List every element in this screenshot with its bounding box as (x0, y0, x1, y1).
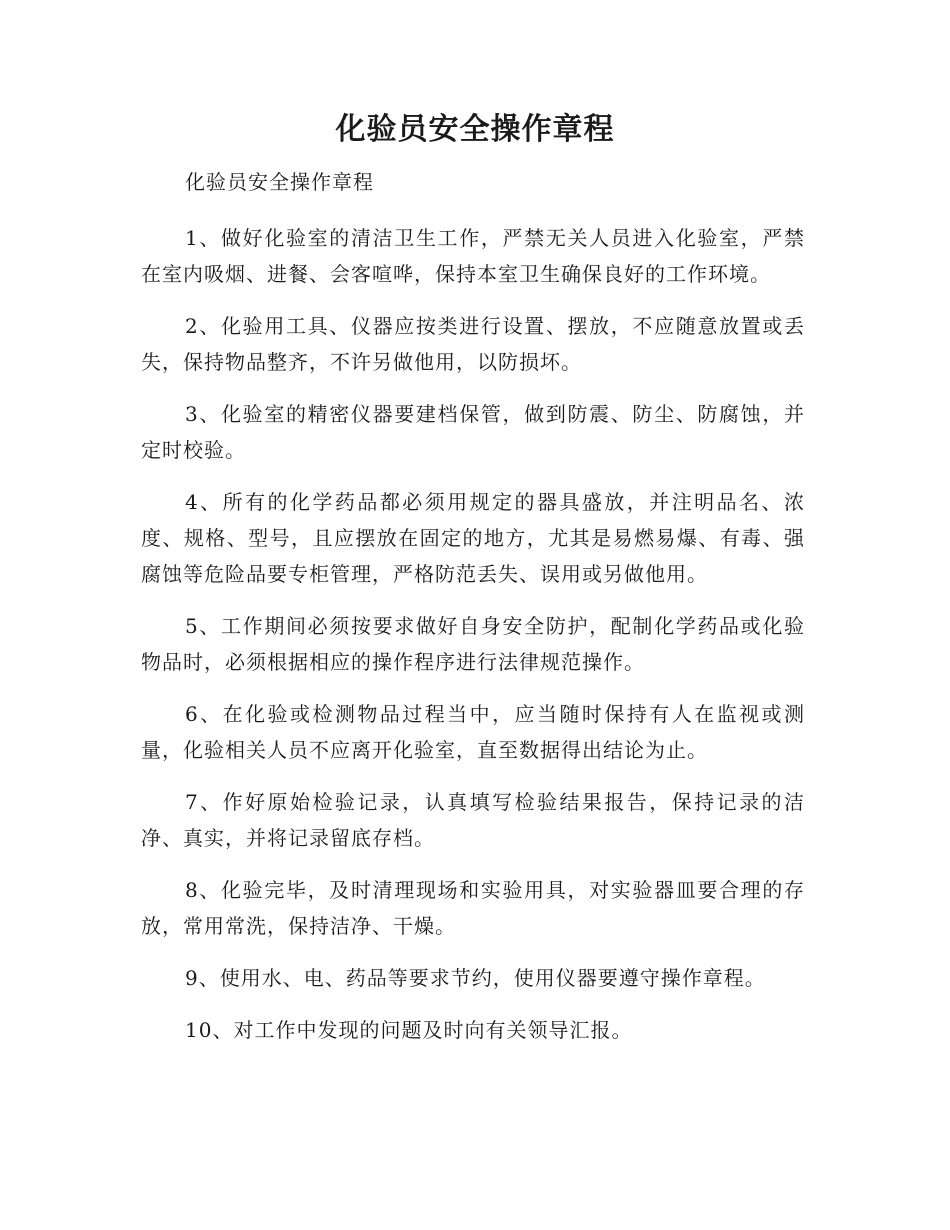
paragraph-6: 6、在化验或检测物品过程当中，应当随时保持有人在监视或测量，化验相关人员不应离开化验室，直至数据得出结论为止。 (141, 702, 805, 762)
document-body (141, 164, 805, 1064)
paragraph-3: 3、化验室的精密仪器要建档保管，做到防震、防尘、防腐蚀，并定时校验。 (141, 402, 805, 462)
document-subtitle: 化验员安全操作章程 (185, 170, 374, 194)
paragraph-7: 7、作好原始检验记录，认真填写检验结果报告，保持记录的洁净、真实，并将记录留底存档。 (141, 790, 805, 850)
paragraph-10: 10、对工作中发现的问题及时向有关领导汇报。 (185, 1018, 633, 1042)
paragraph-2: 2、化验用工具、仪器应按类进行设置、摆放，不应随意放置或丢失，保持物品整齐，不许另做他用，以防损坏。 (141, 314, 805, 374)
document-title: 化验员安全操作章程 (335, 112, 615, 147)
paragraph-8: 8、化验完毕，及时清理现场和实验用具，对实验器皿要合理的存放，常用常洗，保持洁净、干燥。 (141, 878, 805, 938)
paragraph-9: 9、使用水、电、药品等要求节约，使用仪器要遵守操作章程。 (185, 966, 766, 990)
paragraph-4: 4、所有的化学药品都必须用规定的器具盛放，并注明品名、浓度、规格、型号，且应摆放在固定的地方，尤其是易燃易爆、有毒、强腐蚀等危险品要专柜管理，严格防范丢失、误用或另做他用。 (141, 490, 805, 586)
paragraph-5: 5、工作期间必须按要求做好自身安全防护，配制化学药品或化验物品时，必须根据相应的操作程序进行法律规范操作。 (141, 614, 805, 674)
paragraph-1: 1、做好化验室的清洁卫生工作，严禁无关人员进入化验室，严禁在室内吸烟、进餐、会客喧哗，保持本室卫生确保良好的工作环境。 (141, 226, 805, 286)
